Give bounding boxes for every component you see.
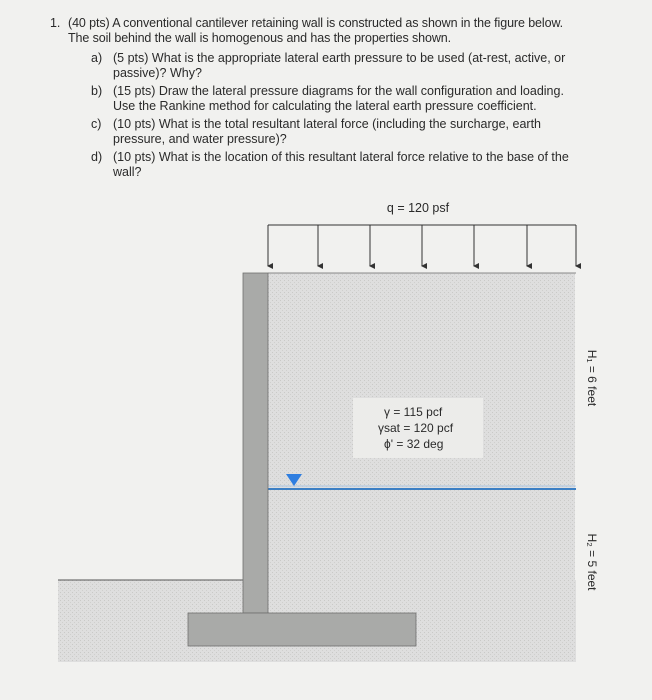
part-text-line1: (10 pts) What is the total resultant lateral force (including the surcharge, earth	[113, 117, 541, 131]
h1-label: H₁ = 6 feet	[585, 349, 599, 407]
question-intro-line1: (40 pts) A conventional cantilever retaining wall is constructed as shown in the figure below.	[68, 16, 564, 30]
part-text-line1: (10 pts) What is the location of this resultant lateral force relative to the base of the	[113, 150, 569, 164]
part-text-line1: (5 pts) What is the appropriate lateral earth pressure to be used (at-rest, active, or	[113, 51, 566, 65]
part-label: c)	[91, 117, 102, 131]
part-text-line2: Use the Rankine method for calculating the lateral earth pressure coefficient.	[113, 99, 537, 113]
phi-label: ϕ' = 32 deg	[384, 437, 444, 451]
part-text-line1: (15 pts) Draw the lateral pressure diagrams for the wall configuration and loading.	[113, 84, 564, 98]
gamma-label: γ = 115 pcf	[384, 405, 443, 419]
question-intro-line2: The soil behind the wall is homogenous and has the properties shown.	[68, 31, 452, 45]
part-label: b)	[91, 84, 103, 98]
h2-label: H₂ = 5 feet	[585, 533, 599, 591]
part-label: d)	[91, 150, 103, 164]
wall-footing	[188, 613, 416, 646]
surcharge-label: q = 120 psf	[386, 201, 450, 215]
part-text-line2: pressure, and water pressure)?	[113, 132, 287, 146]
part-text-line2: wall?	[113, 165, 142, 179]
part-label: a)	[91, 51, 103, 65]
gamma-sat-label: γsat = 120 pcf	[378, 421, 454, 435]
question-number: 1.	[50, 16, 61, 30]
wall-stem	[243, 273, 268, 613]
part-text-line2: passive)? Why?	[113, 66, 202, 80]
